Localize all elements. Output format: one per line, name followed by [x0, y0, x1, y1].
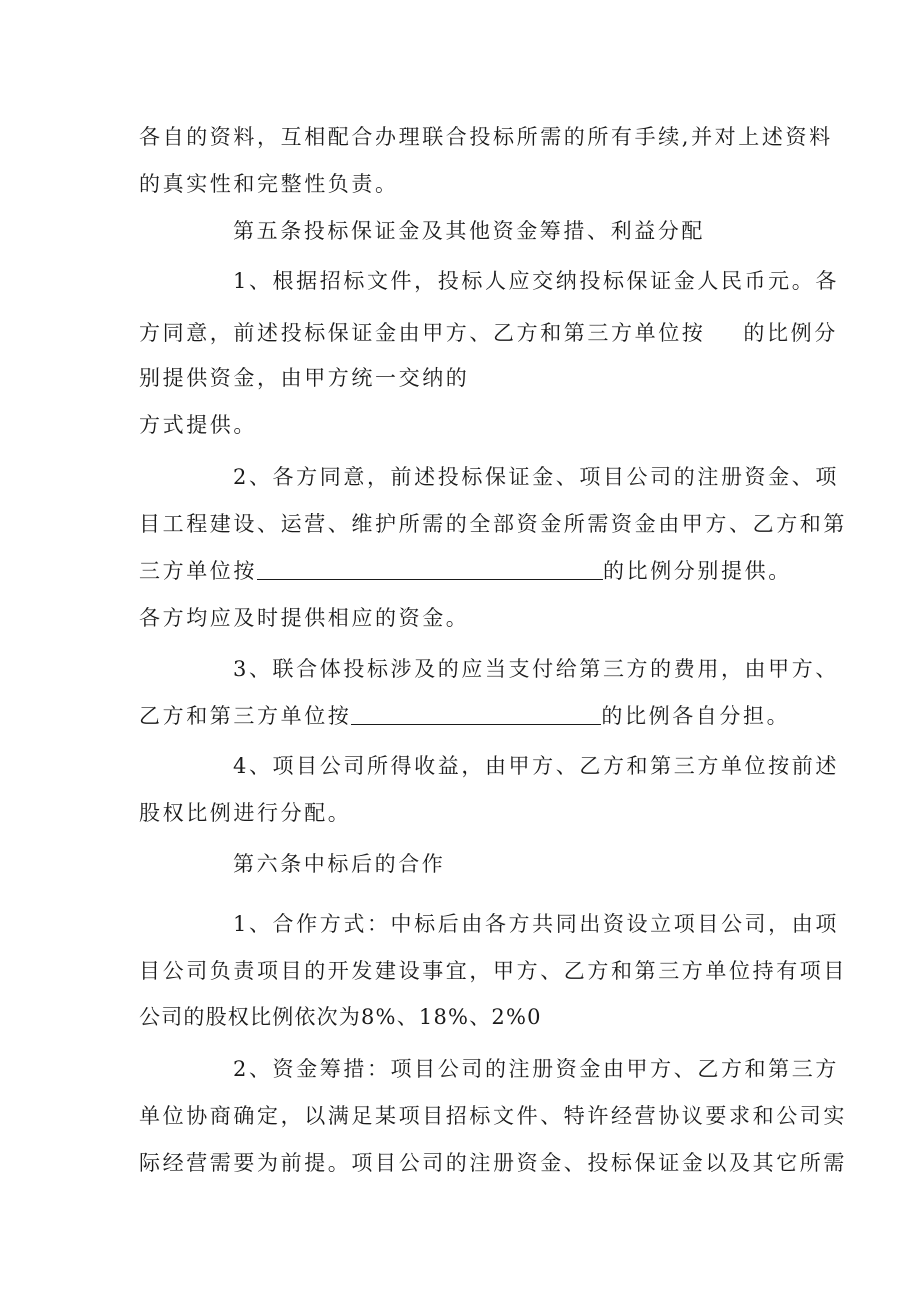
text-span: 乙方和第三方单位按: [139, 704, 352, 728]
text-span: 的比例分: [743, 321, 838, 345]
text-line: 际经营需要为前提。项目公司的注册资金、投标保证金以及其它所需: [139, 1151, 847, 1175]
text-line: [139, 558, 792, 584]
text-line: 各方均应及时提供相应的资金。: [139, 606, 470, 630]
text-line: 4、项目公司所得收益，由甲方、乙方和第三方单位按前述: [233, 754, 839, 778]
text-line: 别提供资金，由甲方统一交纳的: [139, 366, 470, 390]
text-span: 的比例各自分担。: [601, 704, 791, 728]
text-line: [139, 703, 790, 729]
fill-blank: [257, 559, 603, 580]
text-line: 1、合作方式：中标后由各方共同出资设立项目公司，由项: [233, 912, 839, 936]
text-line: 目工程建设、运营、维护所需的全部资金所需资金由甲方、乙方和第: [139, 512, 847, 536]
text-line: 目公司负责项目的开发建设事宜，甲方、乙方和第三方单位持有项目: [139, 959, 847, 983]
text-line: 各自的资料，互相配合办理联合投标所需的所有手续,并对上述资料: [139, 125, 833, 149]
text-line: [139, 320, 838, 346]
text-line: 公司的股权比例依次为8%、18%、2%0: [139, 1005, 542, 1029]
text-line: 1、根据招标文件，投标人应交纳投标保证金人民币元。各: [233, 269, 839, 293]
text-line: 单位协商确定，以满足某项目招标文件、特许经营协议要求和公司实: [139, 1104, 847, 1128]
text-span: 三方单位按: [139, 559, 257, 583]
text-line: 2、各方同意，前述投标保证金、项目公司的注册资金、项: [233, 465, 839, 489]
text-span: 方同意，前述投标保证金由甲方、乙方和第三方单位按: [139, 321, 706, 345]
text-span: 的比例分别提供。: [603, 559, 792, 583]
section-heading-6: 第六条中标后的合作: [233, 852, 446, 876]
text-line: 的真实性和完整性负责。: [139, 172, 399, 196]
text-line: 股权比例进行分配。: [139, 801, 352, 825]
text-line: 2、资金筹措：项目公司的注册资金由甲方、乙方和第三方: [233, 1057, 839, 1081]
text-line: 3、联合体投标涉及的应当支付给第三方的费用，由甲方、: [233, 657, 839, 681]
fill-blank: [351, 704, 601, 725]
section-heading-5: 第五条投标保证金及其他资金筹措、利益分配: [233, 219, 705, 243]
text-line: 方式提供。: [139, 413, 257, 437]
